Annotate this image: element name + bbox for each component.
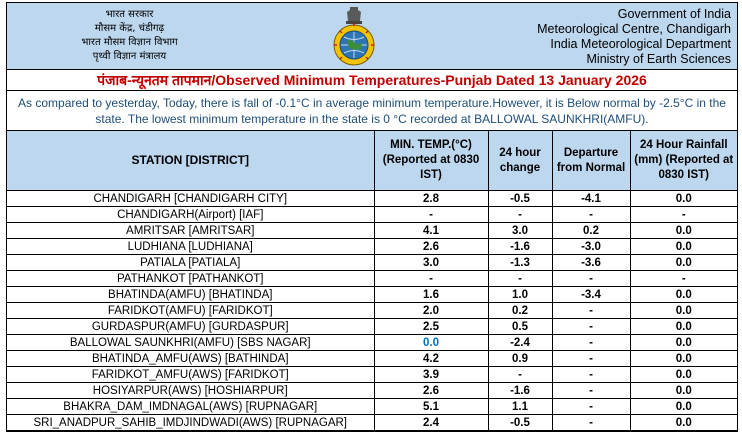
station-column-header: STATION [DISTRICT]: [7, 131, 374, 191]
min-temp-cell: 2.0: [374, 303, 488, 319]
table-row: [7, 223, 737, 239]
table-row: [7, 399, 737, 415]
station-cell: HOSIYARPUR(AWS) [HOSHIARPUR]: [7, 383, 374, 399]
station-cell: PATHANKOT [PATHANKOT]: [7, 271, 374, 287]
min-temp-cell: 3.0: [374, 255, 488, 271]
rainfall-cell: 0.0: [630, 383, 737, 399]
english-line: Meteorological Centre, Chandigarh: [537, 22, 731, 36]
rainfall-cell: -: [630, 271, 737, 287]
imd-emblem-icon: [325, 5, 383, 67]
english-line: Ministry of Earth Sciences: [586, 52, 731, 66]
hindi-org-name: [7, 8, 252, 64]
rainfall-cell: 0.0: [630, 191, 737, 207]
rainfall-cell: -: [630, 207, 737, 223]
table-row: [7, 239, 737, 255]
rainfall-cell: 0.0: [630, 399, 737, 415]
table-row: [7, 271, 737, 287]
station-cell: FARIDKOT_AMFU(AWS) [FARIDKOT]: [7, 367, 374, 383]
rainfall-cell: 0.0: [630, 223, 737, 239]
table-row: [7, 287, 737, 303]
min-temp-cell: 1.6: [374, 287, 488, 303]
hindi-line: भारत मौसम विज्ञान विभाग: [81, 37, 178, 48]
english-line: India Meteorological Department: [550, 37, 731, 51]
min-temp-cell: 5.1: [374, 399, 488, 415]
min-temp-cell: 2.6: [374, 239, 488, 255]
station-cell: CHANDIGARH [CHANDIGARH CITY]: [7, 191, 374, 207]
min-temp-cell: 2.4: [374, 415, 488, 431]
station-cell: CHANDIGARH(Airport) [IAF]: [7, 207, 374, 223]
rainfall-cell: 0.0: [630, 239, 737, 255]
departure-cell: -: [552, 383, 630, 399]
departure-cell: -: [552, 399, 630, 415]
departure-cell: -3.0: [552, 239, 630, 255]
change-cell: 0.9: [488, 351, 552, 367]
change-cell: -1.3: [488, 255, 552, 271]
change-cell: -: [488, 271, 552, 287]
change-cell: 3.0: [488, 223, 552, 239]
min-temp-cell: -: [374, 207, 488, 223]
departure-cell: -: [552, 351, 630, 367]
departure-cell: -: [552, 319, 630, 335]
station-cell: BHATINDA(AMFU) [BHATINDA]: [7, 287, 374, 303]
min-temp-cell: 0.0: [374, 335, 488, 351]
table-row: [7, 319, 737, 335]
station-cell: SRI_ANADPUR_SAHIB_IMDJINDWADI(AWS) [RUPNAGAR]: [7, 415, 374, 431]
rainfall-cell: 0.0: [630, 287, 737, 303]
rainfall-cell: 0.0: [630, 303, 737, 319]
hindi-line: भारत सरकार: [105, 9, 154, 20]
departure-cell: -4.1: [552, 191, 630, 207]
departure-cell: -: [552, 303, 630, 319]
departure-cell: 0.2: [552, 223, 630, 239]
report-summary: As compared to yesterday, Today, there is fall of -0.1°C in average minimum temperature.However, it is Below normal by -2.5°C in the state. The lowest minimum temperature in the state is 0 °C recorded at BALLOWAL SAUNKHRI(AMFU).: [7, 91, 737, 131]
rainfall-column-header: 24 Hour Rainfall (mm) (Reported at 0830 IST): [630, 131, 737, 191]
report-header: [7, 3, 737, 70]
min-temp-cell: 4.1: [374, 223, 488, 239]
table-header-row: [7, 131, 737, 191]
station-cell: AMRITSAR [AMRITSAR]: [7, 223, 374, 239]
change-cell: -0.5: [488, 415, 552, 431]
station-cell: LUDHIANA [LUDHIANA]: [7, 239, 374, 255]
report-sheet: [6, 2, 738, 432]
min-temp-column-header: MIN. TEMP.(°C) (Reported at 0830 IST): [374, 131, 488, 191]
table-body: [7, 191, 737, 431]
min-temp-cell: 2.6: [374, 383, 488, 399]
station-cell: FARIDKOT(AMFU) [FARIDKOT]: [7, 303, 374, 319]
change-cell: -: [488, 207, 552, 223]
change-cell: -2.4: [488, 335, 552, 351]
change-cell: -1.6: [488, 239, 552, 255]
change-cell: 1.1: [488, 399, 552, 415]
min-temp-cell: 3.9: [374, 367, 488, 383]
report-title: पंजाब-न्यूनतम तापमान/Observed Minimum Temperatures-Punjab Dated 13 January 2026: [7, 70, 737, 91]
rainfall-cell: 0.0: [630, 351, 737, 367]
rainfall-cell: 0.0: [630, 255, 737, 271]
change-cell: -: [488, 367, 552, 383]
departure-cell: -: [552, 367, 630, 383]
rainfall-cell: 0.0: [630, 367, 737, 383]
rainfall-cell: 0.0: [630, 335, 737, 351]
change-cell: 0.2: [488, 303, 552, 319]
table-row: [7, 207, 737, 223]
station-cell: GURDASPUR(AMFU) [GURDASPUR]: [7, 319, 374, 335]
station-cell: BHAKRA_DAM_IMDNAGAL(AWS) [RUPNAGAR]: [7, 399, 374, 415]
table-row: [7, 335, 737, 351]
table-row: [7, 255, 737, 271]
departure-cell: -3.4: [552, 287, 630, 303]
departure-cell: -: [552, 335, 630, 351]
min-temp-cell: 2.8: [374, 191, 488, 207]
station-cell: BALLOWAL SAUNKHRI(AMFU) [SBS NAGAR]: [7, 335, 374, 351]
change-cell: -0.5: [488, 191, 552, 207]
change-cell: 0.5: [488, 319, 552, 335]
table-row: [7, 351, 737, 367]
min-temp-cell: -: [374, 271, 488, 287]
rainfall-cell: 0.0: [630, 319, 737, 335]
departure-cell: -: [552, 207, 630, 223]
departure-cell: -3.6: [552, 255, 630, 271]
temperature-table: [7, 131, 737, 431]
table-row: [7, 367, 737, 383]
station-cell: PATIALA [PATIALA]: [7, 255, 374, 271]
change-cell: 1.0: [488, 287, 552, 303]
departure-cell: -: [552, 271, 630, 287]
hindi-line: मौसम केंद्र, चंडीगढ़: [94, 23, 165, 34]
change-cell: -1.6: [488, 383, 552, 399]
hindi-line: पृथ्वी विज्ञान मंत्रालय: [92, 51, 167, 62]
departure-column-header: Departure from Normal: [552, 131, 630, 191]
english-line: Government of India: [617, 7, 731, 21]
table-row: [7, 303, 737, 319]
departure-cell: -: [552, 415, 630, 431]
table-row: [7, 383, 737, 399]
min-temp-cell: 2.5: [374, 319, 488, 335]
english-org-name: [481, 7, 731, 67]
rainfall-cell: 0.0: [630, 415, 737, 431]
table-row: [7, 191, 737, 207]
table-row: [7, 415, 737, 431]
station-cell: BHATINDA_AMFU(AWS) [BATHINDA]: [7, 351, 374, 367]
min-temp-cell: 4.2: [374, 351, 488, 367]
change-column-header: 24 hour change: [488, 131, 552, 191]
